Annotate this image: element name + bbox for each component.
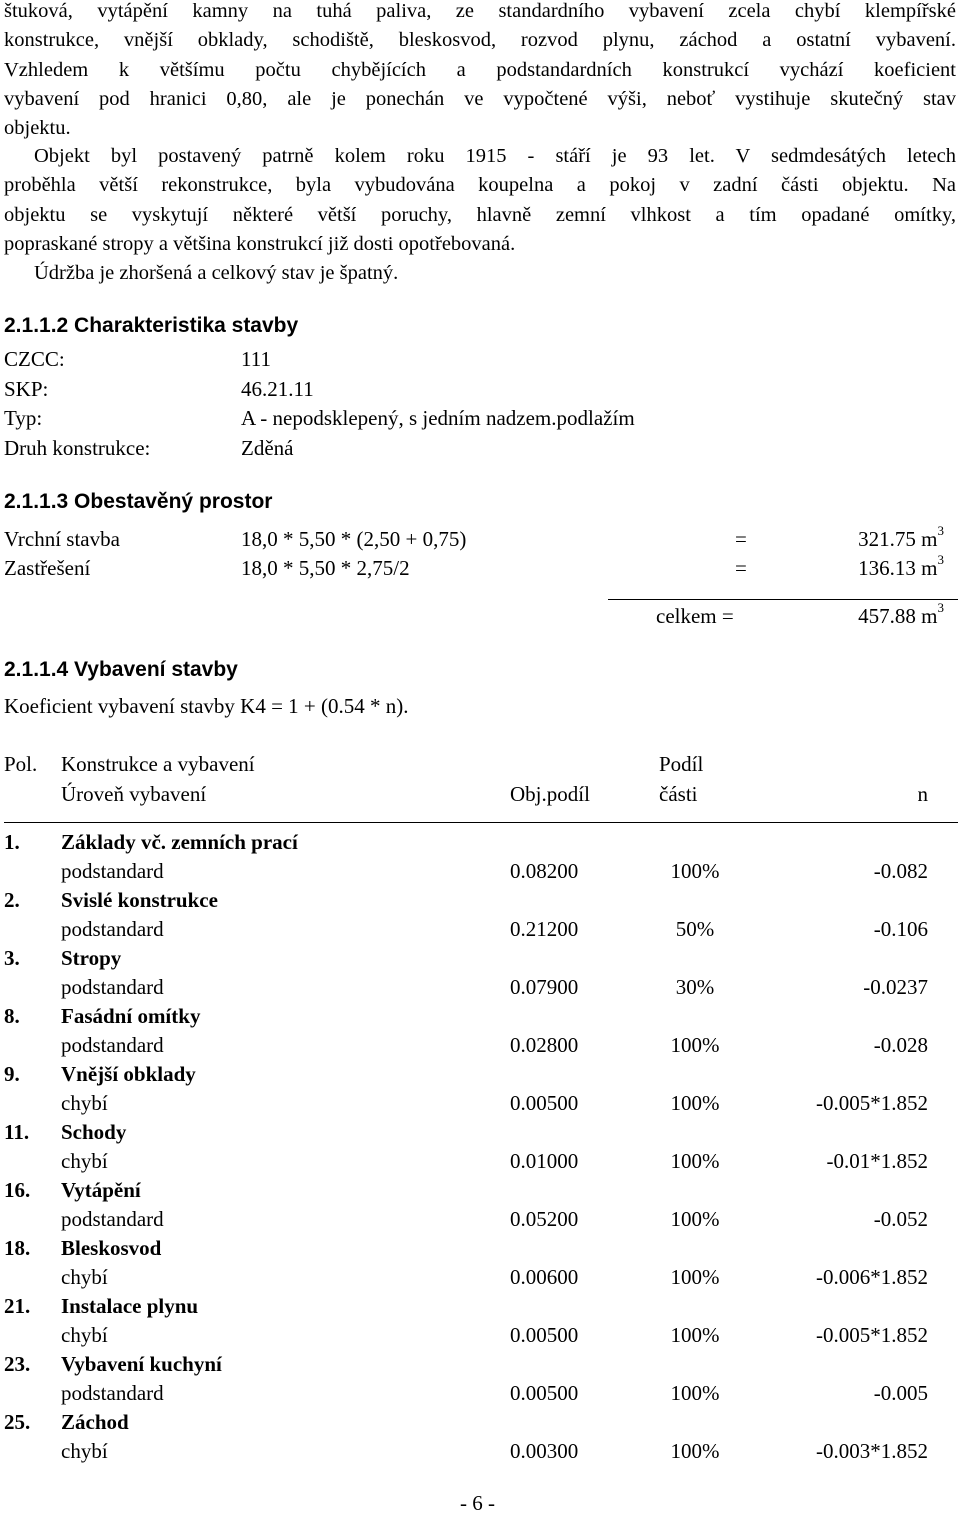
item-obj-share: 0.00500 <box>510 1381 579 1405</box>
item-part-share: 100% <box>670 1381 720 1405</box>
heading-volume: 2.1.1.3 Obestavěný prostor <box>4 490 273 513</box>
item-level: podstandard <box>61 975 164 999</box>
text-line: Vzhledem k většímu počtu chybějících a podstandardních konstrukcí vychází koeficient <box>4 58 956 81</box>
volume-value: 321.75 $m^3$ <box>858 523 944 551</box>
text-line: vybavení pod hranici 0,80, ale je ponechán ve vypočtené výši, neboť vystihuje skutečný stav <box>4 87 956 110</box>
item-part-share: 100% <box>670 1033 720 1057</box>
table-row-item <box>0 1410 960 1440</box>
header-pol: Pol. <box>4 752 38 776</box>
item-name: Bleskosvod <box>61 1236 162 1260</box>
table-row-item <box>0 1004 960 1034</box>
volume-total-label: celkem = <box>656 604 734 628</box>
item-obj-share: 0.00500 <box>510 1323 579 1347</box>
text-line: štuková, vytápění kamny na tuhá paliva, ze standardního vybavení zcela chybí klempířské <box>4 0 956 22</box>
char-value-typ: A - nepodsklepený, s jedním nadzem.podlažím <box>241 406 635 430</box>
item-n: -0.005*1.852 <box>816 1323 928 1347</box>
equipment-formula: Koeficient vybavení stavby K4 = 1 + (0.54 * n). <box>4 694 409 718</box>
item-part-share: 50% <box>675 917 715 941</box>
item-obj-share: 0.08200 <box>510 859 579 883</box>
char-label-czcc: CZCC: <box>4 347 65 371</box>
table-row-item <box>0 888 960 918</box>
item-number: 25. <box>4 1410 31 1434</box>
char-value-czcc: 111 <box>241 347 271 371</box>
table-row-level <box>0 1381 960 1411</box>
item-name: Vytápění <box>61 1178 141 1202</box>
header-obj: Obj.podíl <box>510 782 590 806</box>
table-header-row-1 <box>0 752 960 782</box>
text-line: konstrukce, vnější obklady, schodiště, bleskosvod, rozvod plynu, záchod a ostatní vybavení. <box>4 29 956 52</box>
item-obj-share: 0.00600 <box>510 1265 579 1289</box>
table-row-level <box>0 1091 960 1121</box>
item-n: -0.003*1.852 <box>816 1439 928 1463</box>
heading-characteristics: 2.1.1.2 Charakteristika stavby <box>4 314 299 337</box>
item-level: chybí <box>61 1149 108 1173</box>
header-n: n <box>917 782 928 806</box>
item-n: -0.005*1.852 <box>816 1091 928 1115</box>
volume-total-divider <box>608 599 958 600</box>
item-obj-share: 0.02800 <box>510 1033 579 1057</box>
item-obj-share: 0.05200 <box>510 1207 579 1231</box>
table-header-divider <box>4 822 958 823</box>
header-level: Úroveň vybavení <box>61 782 207 806</box>
item-level: podstandard <box>61 1033 164 1057</box>
header-part-top: Podíl <box>659 752 704 776</box>
table-row-item <box>0 946 960 976</box>
object-paragraph <box>4 142 956 288</box>
table-row-level <box>0 1323 960 1353</box>
table-row-level <box>0 917 960 947</box>
volume-formula: 18,0 * 5,50 * (2,50 + 0,75) <box>241 527 467 551</box>
item-n: -0.006*1.852 <box>816 1265 928 1289</box>
char-label-construction: Druh konstrukce: <box>4 436 151 460</box>
item-part-share: 100% <box>670 1149 720 1173</box>
text-line: Objekt byl postavený patrně kolem roku 1915 - stáří je 93 let. V sedmdesátých letech <box>34 145 956 167</box>
item-obj-share: 0.00500 <box>510 1091 579 1115</box>
volume-equals: = <box>735 527 747 551</box>
item-number: 16. <box>4 1178 31 1202</box>
item-level: chybí <box>61 1323 108 1347</box>
table-row-level <box>0 1149 960 1179</box>
item-n: -0.01*1.852 <box>826 1149 928 1173</box>
item-n: -0.082 <box>873 859 928 883</box>
item-name: Fasádní omítky <box>61 1004 201 1028</box>
intro-paragraph <box>4 0 956 143</box>
char-label-skp: SKP: <box>4 377 49 401</box>
table-row-item <box>0 1352 960 1382</box>
item-part-share: 100% <box>670 1439 720 1463</box>
table-row-item <box>0 1120 960 1150</box>
item-number: 11. <box>4 1120 30 1144</box>
item-part-share: 100% <box>670 1207 720 1231</box>
item-name: Vnější obklady <box>61 1062 196 1086</box>
item-level: chybí <box>61 1439 108 1463</box>
table-row-level <box>0 1033 960 1063</box>
item-level: chybí <box>61 1091 108 1115</box>
item-number: 9. <box>4 1062 20 1086</box>
item-part-share: 100% <box>670 1265 720 1289</box>
table-row-level <box>0 1439 960 1469</box>
item-obj-share: 0.01000 <box>510 1149 579 1173</box>
item-number: 18. <box>4 1236 31 1260</box>
item-obj-share: 0.21200 <box>510 917 579 941</box>
text-line: objektu se vyskytují některé větší poruchy, hlavně zemní vlhkost a tím opadané omítky, <box>4 203 956 226</box>
table-row-item <box>0 1294 960 1324</box>
table-row-item <box>0 1236 960 1266</box>
item-number: 8. <box>4 1004 20 1028</box>
char-value-skp: 46.21.11 <box>241 377 314 401</box>
table-header-row-2 <box>0 782 960 812</box>
char-label-typ: Typ: <box>4 406 43 430</box>
text-line: objektu. <box>4 117 71 140</box>
item-n: -0.028 <box>873 1033 928 1057</box>
table-row-item <box>0 830 960 860</box>
page-number: - 6 - <box>460 1491 495 1515</box>
item-n: -0.005 <box>873 1381 928 1405</box>
table-row-item <box>0 1062 960 1092</box>
item-name: Instalace plynu <box>61 1294 199 1318</box>
item-name: Stropy <box>61 946 122 970</box>
header-name: Konstrukce a vybavení <box>61 752 255 776</box>
item-obj-share: 0.00300 <box>510 1439 579 1463</box>
item-number: 23. <box>4 1352 31 1376</box>
item-level: podstandard <box>61 917 164 941</box>
item-part-share: 30% <box>675 975 715 999</box>
item-number: 3. <box>4 946 20 970</box>
item-n: -0.0237 <box>863 975 928 999</box>
volume-formula: 18,0 * 5,50 * 2,75/2 <box>241 556 410 580</box>
item-name: Základy vč. zemních prací <box>61 830 298 854</box>
text-line: Údržba je zhoršená a celkový stav je špatný. <box>34 262 399 285</box>
header-part-bottom: části <box>659 782 698 806</box>
table-row-level <box>0 1207 960 1237</box>
text-line: popraskané stropy a většina konstrukcí již dosti opotřebovaná. <box>4 232 516 255</box>
heading-equipment: 2.1.1.4 Vybavení stavby <box>4 658 238 681</box>
item-level: chybí <box>61 1265 108 1289</box>
item-name: Schody <box>61 1120 127 1144</box>
item-level: podstandard <box>61 859 164 883</box>
volume-value: 136.13 $m^3$ <box>858 552 944 580</box>
item-name: Svislé konstrukce <box>61 888 218 912</box>
item-part-share: 100% <box>670 1091 720 1115</box>
item-number: 21. <box>4 1294 31 1318</box>
item-part-share: 100% <box>670 1323 720 1347</box>
volume-label: Zastřešení <box>4 556 91 580</box>
volume-equals: = <box>735 556 747 580</box>
item-part-share: 100% <box>670 859 720 883</box>
volume-total-value: 457.88 $m^3$ <box>858 600 944 628</box>
table-row-level <box>0 1265 960 1295</box>
item-number: 1. <box>4 830 20 854</box>
item-n: -0.106 <box>873 917 928 941</box>
text-line: proběhla větší rekonstrukce, byla vybudována koupelna a pokoj v zadní části objektu. Na <box>4 174 956 197</box>
item-number: 2. <box>4 888 20 912</box>
item-name: Záchod <box>61 1410 129 1434</box>
char-value-construction: Zděná <box>241 436 294 460</box>
item-level: podstandard <box>61 1381 164 1405</box>
volume-label: Vrchní stavba <box>4 527 120 551</box>
item-n: -0.052 <box>873 1207 928 1231</box>
item-level: podstandard <box>61 1207 164 1231</box>
item-obj-share: 0.07900 <box>510 975 579 999</box>
table-row-level <box>0 975 960 1005</box>
item-name: Vybavení kuchyní <box>61 1352 222 1376</box>
table-row-item <box>0 1178 960 1208</box>
table-row-level <box>0 859 960 889</box>
